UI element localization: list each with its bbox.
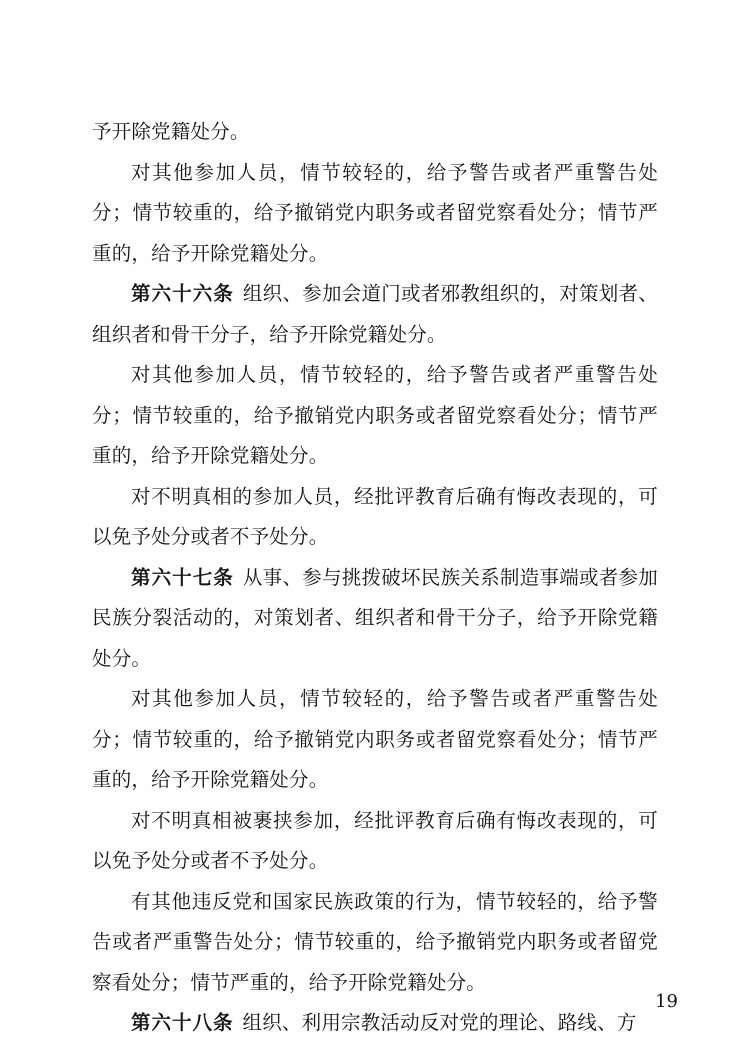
page-body-text bbox=[92, 112, 658, 1044]
paragraph bbox=[92, 355, 658, 477]
article-paragraph bbox=[92, 274, 658, 355]
article-paragraph bbox=[92, 1003, 658, 1044]
paragraph-text: 对其他参加人员，情节较轻的，给予警告或者严重警告处分；情节较重的，给予撤销党内职务或者留党察看处分；情节严重的，给予开除党籍处分。 bbox=[92, 363, 658, 467]
article-number: 第六十六条 bbox=[131, 282, 234, 305]
paragraph-text: 有其他违反党和国家民族政策的行为，情节较轻的，给予警告或者严重警告处分；情节较重的，给予撤销党内职务或者留党察看处分；情节严重的，给予开除党籍处分。 bbox=[92, 889, 658, 994]
article-number: 第六十七条 bbox=[131, 565, 234, 589]
paragraph-text: 予开除党籍处分。 bbox=[92, 120, 250, 143]
paragraph-text: 对不明真相被裹挟参加，经批评教育后确有悔改表现的，可以免予处分或者不予处分。 bbox=[92, 808, 658, 872]
paragraph-text: 组织、利用宗教活动反对党的理论、路线、方 bbox=[242, 1011, 637, 1034]
paragraph bbox=[92, 112, 658, 153]
paragraph-text: 对其他参加人员，情节较轻的，给予警告或者严重警告处分；情节较重的，给予撤销党内职务或者留党察看处分；情节严重的，给予开除党籍处分。 bbox=[92, 160, 658, 265]
paragraph-text: 从事、参与挑拨破坏民族关系制造事端或者参加民族分裂活动的，对策划者、组织者和骨干分子，给予开除党籍处分。 bbox=[92, 565, 658, 670]
paragraph bbox=[92, 153, 658, 275]
paragraph-text: 组织、参加会道门或者邪教组织的，对策划者、组织者和骨干分子，给予开除党籍处分。 bbox=[92, 282, 658, 346]
paragraph bbox=[92, 801, 658, 882]
paragraph-text: 对其他参加人员，情节较轻的，给予警告或者严重警告处分；情节较重的，给予撤销党内职务或者留党察看处分；情节严重的，给予开除党籍处分。 bbox=[92, 687, 658, 791]
paragraph bbox=[92, 882, 658, 1004]
paragraph bbox=[92, 477, 658, 558]
article-number: 第六十八条 bbox=[131, 1011, 234, 1034]
article-paragraph bbox=[92, 558, 658, 680]
paragraph-text: 对不明真相的参加人员，经批评教育后确有悔改表现的，可以免予处分或者不予处分。 bbox=[92, 484, 658, 548]
page-number: 19 bbox=[655, 991, 678, 1012]
paragraph bbox=[92, 679, 658, 801]
